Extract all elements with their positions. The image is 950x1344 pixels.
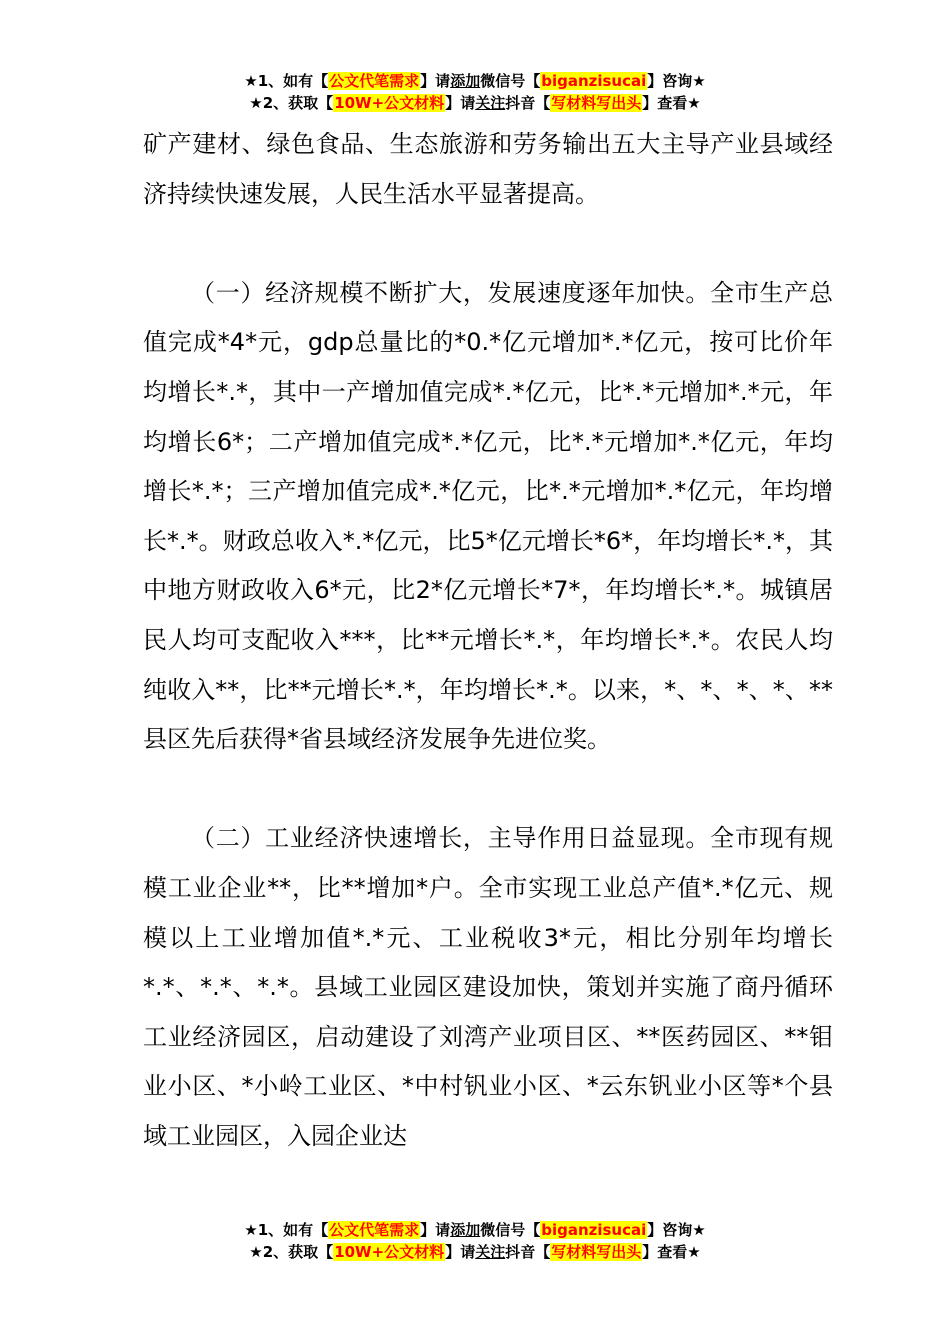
- banner-highlight: 写材料写出头: [551, 1243, 642, 1261]
- banner-underlined-text: 添加: [450, 1221, 481, 1239]
- banner-highlight: biganzisucai: [541, 72, 647, 90]
- banner-text: 微信号【: [480, 1221, 541, 1239]
- banner-text: 】查看★: [642, 94, 701, 112]
- banner-text: ★1、如有【: [244, 1221, 329, 1239]
- footer-banner: [0, 1219, 950, 1263]
- banner-text: ★2、获取【: [249, 1243, 334, 1261]
- banner-text: 抖音【: [505, 94, 551, 112]
- banner-line-2: [0, 1241, 950, 1263]
- banner-line-1: [0, 1219, 950, 1241]
- banner-line-2: [0, 92, 950, 114]
- header-banner: [0, 70, 950, 114]
- banner-text: 】请: [420, 72, 451, 90]
- banner-underlined-text: 关注: [475, 94, 506, 112]
- banner-line-1: [0, 70, 950, 92]
- banner-highlight: 公文代笔需求: [329, 1221, 420, 1239]
- banner-text: ★2、获取【: [249, 94, 334, 112]
- banner-text: 】咨询★: [647, 72, 706, 90]
- banner-text: 】咨询★: [647, 1221, 706, 1239]
- banner-highlight: biganzisucai: [541, 1221, 647, 1239]
- banner-highlight: 公文代笔需求: [329, 72, 420, 90]
- banner-highlight: 10W+公文材料: [334, 1243, 445, 1261]
- banner-text: 】请: [445, 94, 476, 112]
- banner-underlined-text: 添加: [450, 72, 481, 90]
- banner-text: 微信号【: [480, 72, 541, 90]
- paragraph-economic-scale: （一）经济规模不断扩大，发展速度逐年加快。全市生产总值完成*4*元，gdp总量比的*0.*亿元增加*.*亿元，按可比价年均增长*.*，其中一产增加值完成*.*亿元，比*.*元增加*.*元，年均增长6*；二产增加值完成*.*亿元，比*.*元增加*.*亿元，年均增长*.*；三产增加值完成*.*亿元，比*.*元增加*.*亿元，年均增长*.*。财政总收入*.*亿元，比5*亿元增长*6*，年均增长*.*，其中地方财政收入6*元，比2*亿元增长*7*，年均增长*.*。城镇居民人均可支配收入***，比**元增长*.*，年均增长*.*。农民人均纯收入**，比**元增长*.*，年均增长*.*。以来，*、*、*、*、**县区先后获得*省县域经济发展争先进位奖。: [143, 278, 833, 754]
- banner-text: 】请: [445, 1243, 476, 1261]
- paragraph-continuation: 矿产建材、绿色食品、生态旅游和劳务输出五大主导产业县域经济持续快速发展，人民生活水平显著提高。: [143, 130, 833, 208]
- banner-highlight: 10W+公文材料: [334, 94, 445, 112]
- banner-text: ★1、如有【: [244, 72, 329, 90]
- paragraph-industrial-economy: （二）工业经济快速增长，主导作用日益显现。全市现有规模工业企业**，比**增加*户。全市实现工业总产值*.*亿元、规模以上工业增加值*.*元、工业税收3*元，相比分别年均增长*.*、*.*、*.*。县域工业园区建设加快，策划并实施了商丹循环工业经济园区，启动建设了刘湾产业项目区、**医药园区、**钼业小区、*小岭工业区、*中村钒业小区、*云东钒业小区等*个县域工业园区，入园企业达: [143, 824, 833, 1150]
- banner-text: 抖音【: [505, 1243, 551, 1261]
- banner-text: 】请: [420, 1221, 451, 1239]
- banner-text: 】查看★: [642, 1243, 701, 1261]
- document-body: [143, 120, 833, 1161]
- banner-underlined-text: 关注: [475, 1243, 506, 1261]
- banner-highlight: 写材料写出头: [551, 94, 642, 112]
